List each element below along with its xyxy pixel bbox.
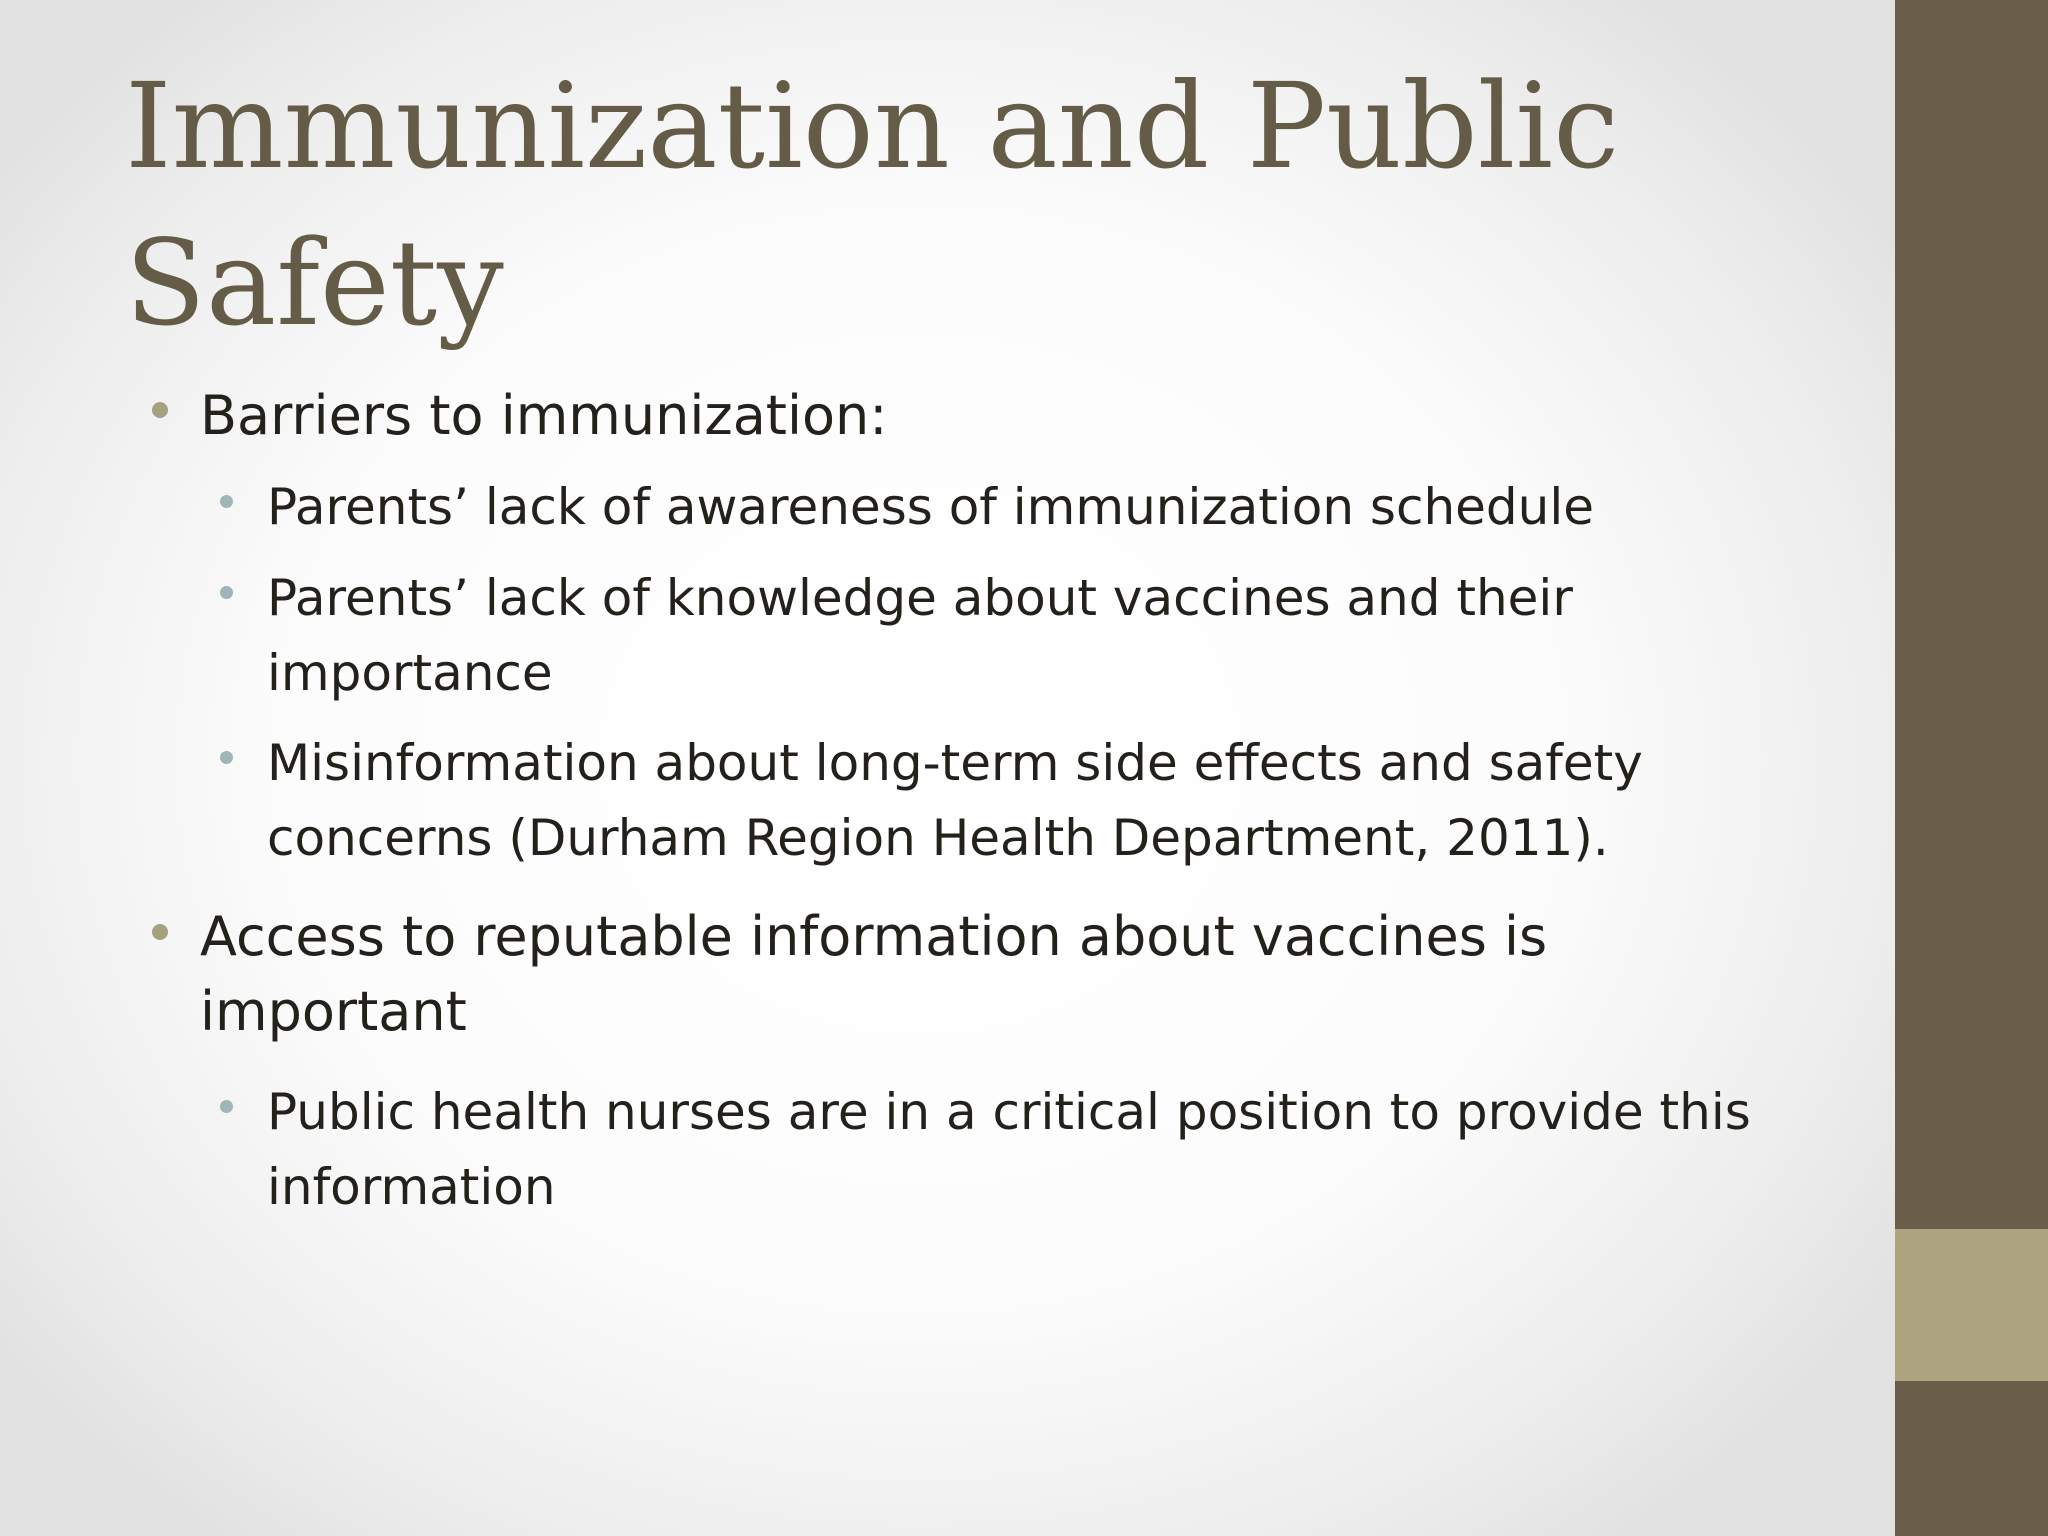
bullet-item: Access to reputable information about vaccines is important <box>200 905 1548 1043</box>
sub-bullet-dot-icon <box>220 751 233 764</box>
sub-bullet-dot-icon <box>220 586 233 599</box>
bullet-item: Barriers to immunization: <box>200 384 888 447</box>
sub-bullet-dot-icon <box>220 1100 233 1113</box>
sub-bullet-item: Parents’ lack of awareness of immunization schedule <box>267 478 1594 536</box>
slide-title: Immunization and Public Safety <box>125 57 1620 352</box>
sidebar-accent-bar <box>1895 1229 2048 1381</box>
bullet-dot-icon <box>152 924 168 940</box>
sub-bullet-item: Public health nurses are in a critical position to provide this information <box>267 1083 1751 1216</box>
bullet-dot-icon <box>152 402 168 418</box>
sub-bullet-item: Misinformation about long-term side effects and safety concerns (Durham Region Health Department, 2011). <box>267 734 1643 867</box>
sub-bullet-item: Parents’ lack of knowledge about vaccines and their importance <box>267 569 1573 702</box>
sub-bullet-dot-icon <box>220 495 233 508</box>
